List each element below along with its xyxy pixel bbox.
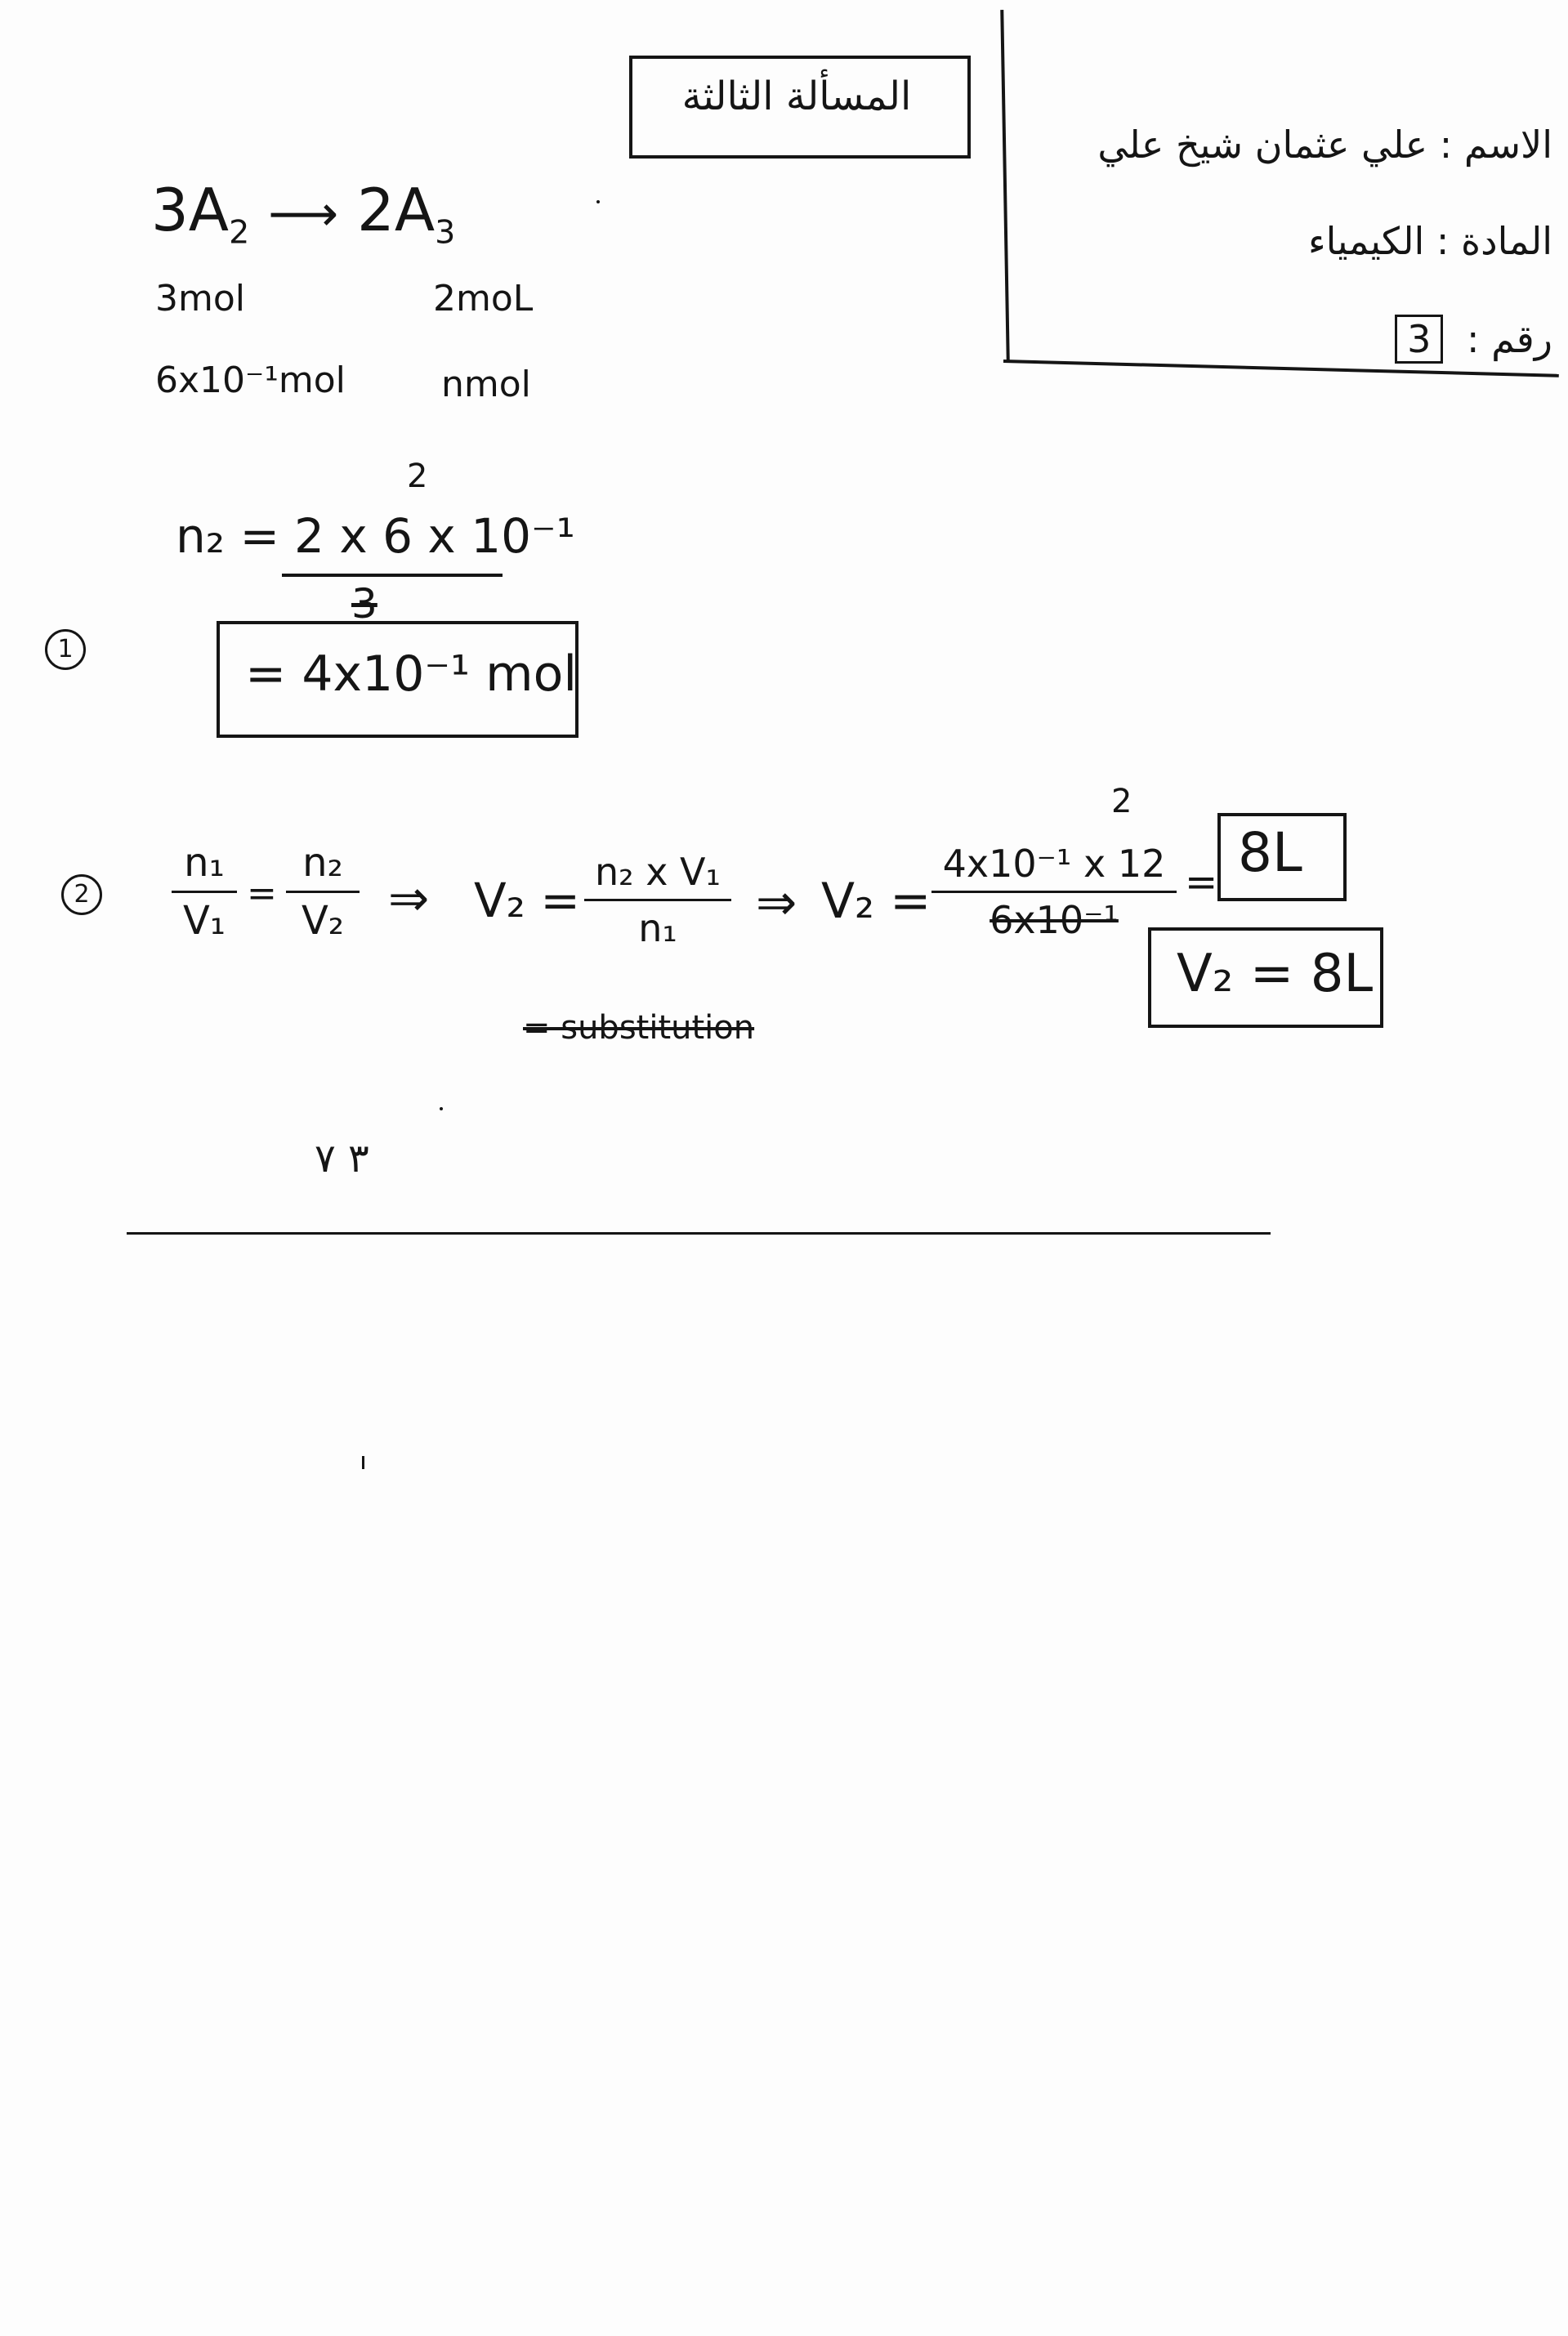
- name-row: الاسم : علي عثمان شيخ علي: [1097, 123, 1552, 167]
- calc-cancel-note: 2: [1111, 783, 1132, 820]
- page-title: المسألة الثالثة: [681, 74, 912, 119]
- number-label: رقم: [1491, 317, 1552, 361]
- moles-row1-right: 2moL: [433, 278, 534, 319]
- implies-arrow-icon: ⇒: [388, 870, 430, 927]
- crossed-out-text: = substitution: [523, 1009, 755, 1047]
- subject-row: المادة : الكيمياء: [1308, 219, 1552, 263]
- v2-formula-num: n₂ x V₁: [595, 850, 721, 894]
- result-box-value: 8L: [1238, 821, 1302, 884]
- ratio-equals: =: [247, 873, 277, 914]
- bottom-rule: [127, 1232, 1271, 1235]
- v2-label: V₂ =: [474, 873, 580, 928]
- subject-value: الكيمياء: [1308, 219, 1425, 263]
- part1-result: = 4x10⁻¹ mol: [245, 645, 577, 703]
- ratio-left-den: V₁: [182, 898, 226, 944]
- part1-cancel-note: 2: [407, 458, 428, 495]
- part1-denominator: 3: [351, 580, 377, 628]
- product: $2A_3$: [357, 176, 456, 252]
- v2-calculation: [931, 842, 1177, 942]
- ratio-right-num: n₂: [302, 840, 343, 886]
- subject-label: المادة: [1461, 219, 1552, 263]
- header-frame-left: [1000, 10, 1010, 361]
- part1-marker: 1: [45, 629, 86, 670]
- stray-dot-3: [362, 1456, 364, 1469]
- v2-calc-den: 6x10⁻¹: [989, 898, 1119, 942]
- reaction-arrow-icon: ⟶: [268, 185, 339, 243]
- stray-dot-2: [440, 1107, 443, 1110]
- moles-row2-right: nmol: [441, 364, 531, 405]
- v2-formula: [584, 850, 731, 950]
- stray-marks: ٣ ٧: [315, 1136, 369, 1181]
- stray-dot-1: [596, 200, 600, 203]
- part2-marker: 2: [61, 874, 102, 915]
- part1-numerator: 2 x 6 x 10⁻¹: [294, 508, 575, 564]
- part1-fraction-bar: [282, 574, 503, 577]
- v2-formula-den: n₁: [638, 906, 677, 950]
- name-label: الاسم: [1463, 123, 1552, 167]
- reactant: $3A_2$: [151, 176, 250, 252]
- ratio-right-den: V₂: [301, 898, 345, 944]
- number-value: 3: [1395, 315, 1443, 364]
- part1-lhs: n₂ =: [176, 508, 280, 564]
- name-value: علي عثمان شيخ علي: [1097, 123, 1428, 167]
- ratio-left-num: n₁: [184, 840, 225, 886]
- number-row: رقم : 3: [1307, 315, 1552, 364]
- ratio-left: [172, 840, 237, 944]
- implies-arrow-2-icon: ⇒: [756, 874, 797, 931]
- moles-row1-left: 3mol: [155, 278, 245, 319]
- final-answer: V₂ = 8L: [1177, 944, 1374, 1004]
- moles-row2-left: 6x10⁻¹mol: [155, 360, 346, 401]
- v2-calc-num: 4x10⁻¹ x 12: [942, 842, 1166, 886]
- reaction-equation: [151, 176, 455, 251]
- ratio-right: [286, 840, 360, 944]
- v2-label-b: V₂ =: [821, 873, 931, 930]
- calc-equals: =: [1185, 860, 1218, 905]
